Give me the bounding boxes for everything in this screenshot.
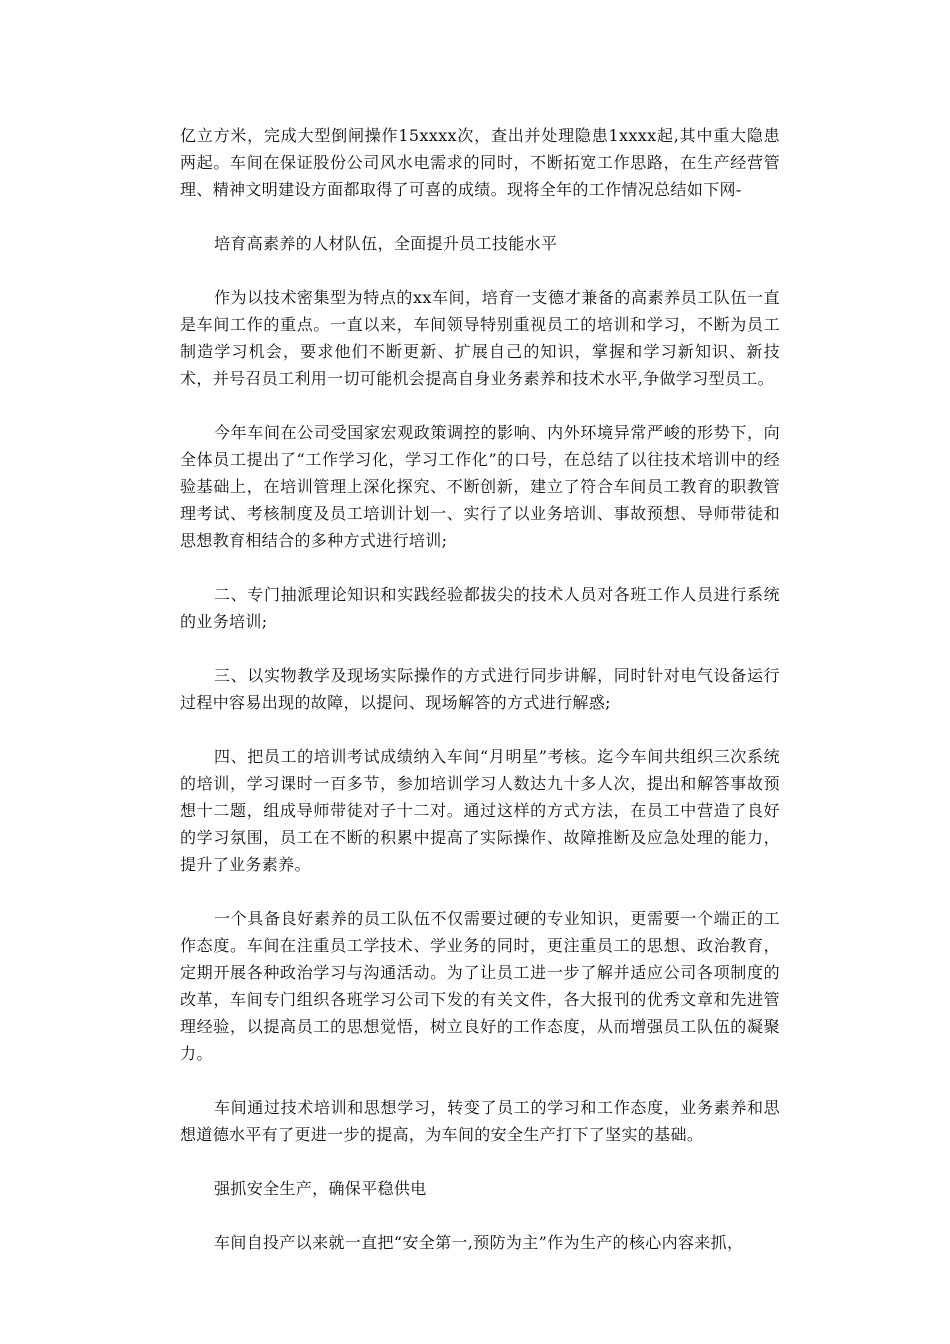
paragraph-intro-continuation: 亿立方米，完成大型倒闸操作15xxxx次，查出并处理隐患1xxxx起,其中重大隐患两起。车间在保证股份公司风水电需求的同时，不断拓宽工作思路，在生产经营管理、精神文明建设方面都取得了可喜的成绩。现将全年的工作情况总结如下网-: [180, 126, 780, 199]
paragraph-attitude: 一个具备良好素养的员工队伍不仅需要过硬的专业知识，更需要一个端正的工作态度。车间在注重员工学技术、学业务的同时，更注重员工的思想、政治教育，定期开展各种政治学习与沟通活动。为了让员工进一步了解并适应公司各项制度的改革，车间专门组织各班学习公司下发的有关文件，各大报刊的优秀文章和先进管理经验，以提高员工的思想觉悟，树立良好的工作态度，从而增强员工队伍的凝聚力。: [180, 909, 780, 1063]
document-body: [180, 122, 780, 1283]
section-heading-talent-team: 培育高素养的人材队伍，全面提升员工技能水平: [214, 234, 558, 253]
paragraph-item-three: 三、以实物教学及现场实际操作的方式进行同步讲解，同时针对电气设备运行过程中容易出现的故障，以提问、现场解答的方式进行解惑;: [180, 666, 780, 712]
section-heading-safety: 强抓安全生产，确保平稳供电: [214, 1179, 427, 1198]
paragraph-safety-start: 车间自投产以来就一直把“安全第一,预防为主”作为生产的核心内容来抓，: [214, 1233, 744, 1252]
paragraph-talent-team: 作为以技术密集型为特点的xx车间，培育一支德才兼备的高素养员工队伍一直是车间工作的重点。一直以来，车间领导特别重视员工的培训和学习，不断为员工制造学习机会，要求他们不断更新、扩展自己的知识，掌握和学习新知识、新技术，并号召员工利用一切可能机会提高自身业务素养和技术水平,争做学习型员工。: [180, 288, 780, 388]
paragraph-item-two: 二、专门抽派理论知识和实践经验都拔尖的技术人员对各班工作人员进行系统的业务培训;: [180, 585, 780, 631]
paragraph-results: 车间通过技术培训和思想学习，转变了员工的学习和工作态度，业务素养和思想道德水平有了更进一步的提高，为车间的安全生产打下了坚实的基础。: [180, 1098, 780, 1144]
paragraph-training-measures: 今年车间在公司受国家宏观政策调控的影响、内外环境异常严峻的形势下，向全体员工提出了“工作学习化，学习工作化”的口号，在总结了以往技术培训中的经验基础上，在培训管理上深化探究、不断创新，建立了符合车间员工教育的职教管理考试、考核制度及员工培训计划一、实行了以业务培训、事故预想、导师带徒和思想教育相结合的多种方式进行培训;: [180, 423, 780, 550]
paragraph-item-four: 四、把员工的培训考试成绩纳入车间“月明星”考核。迄今车间共组织三次系统的培训，学习课时一百多节，参加培训学习人数达九十多人次，提出和解答事故预想十二题，组成导师带徒对子十二对。通过这样的方式方法，在员工中营造了良好的学习氛围，员工在不断的积累中提高了实际操作、故障推断及应急处理的能力，提升了业务素养。: [180, 747, 780, 874]
